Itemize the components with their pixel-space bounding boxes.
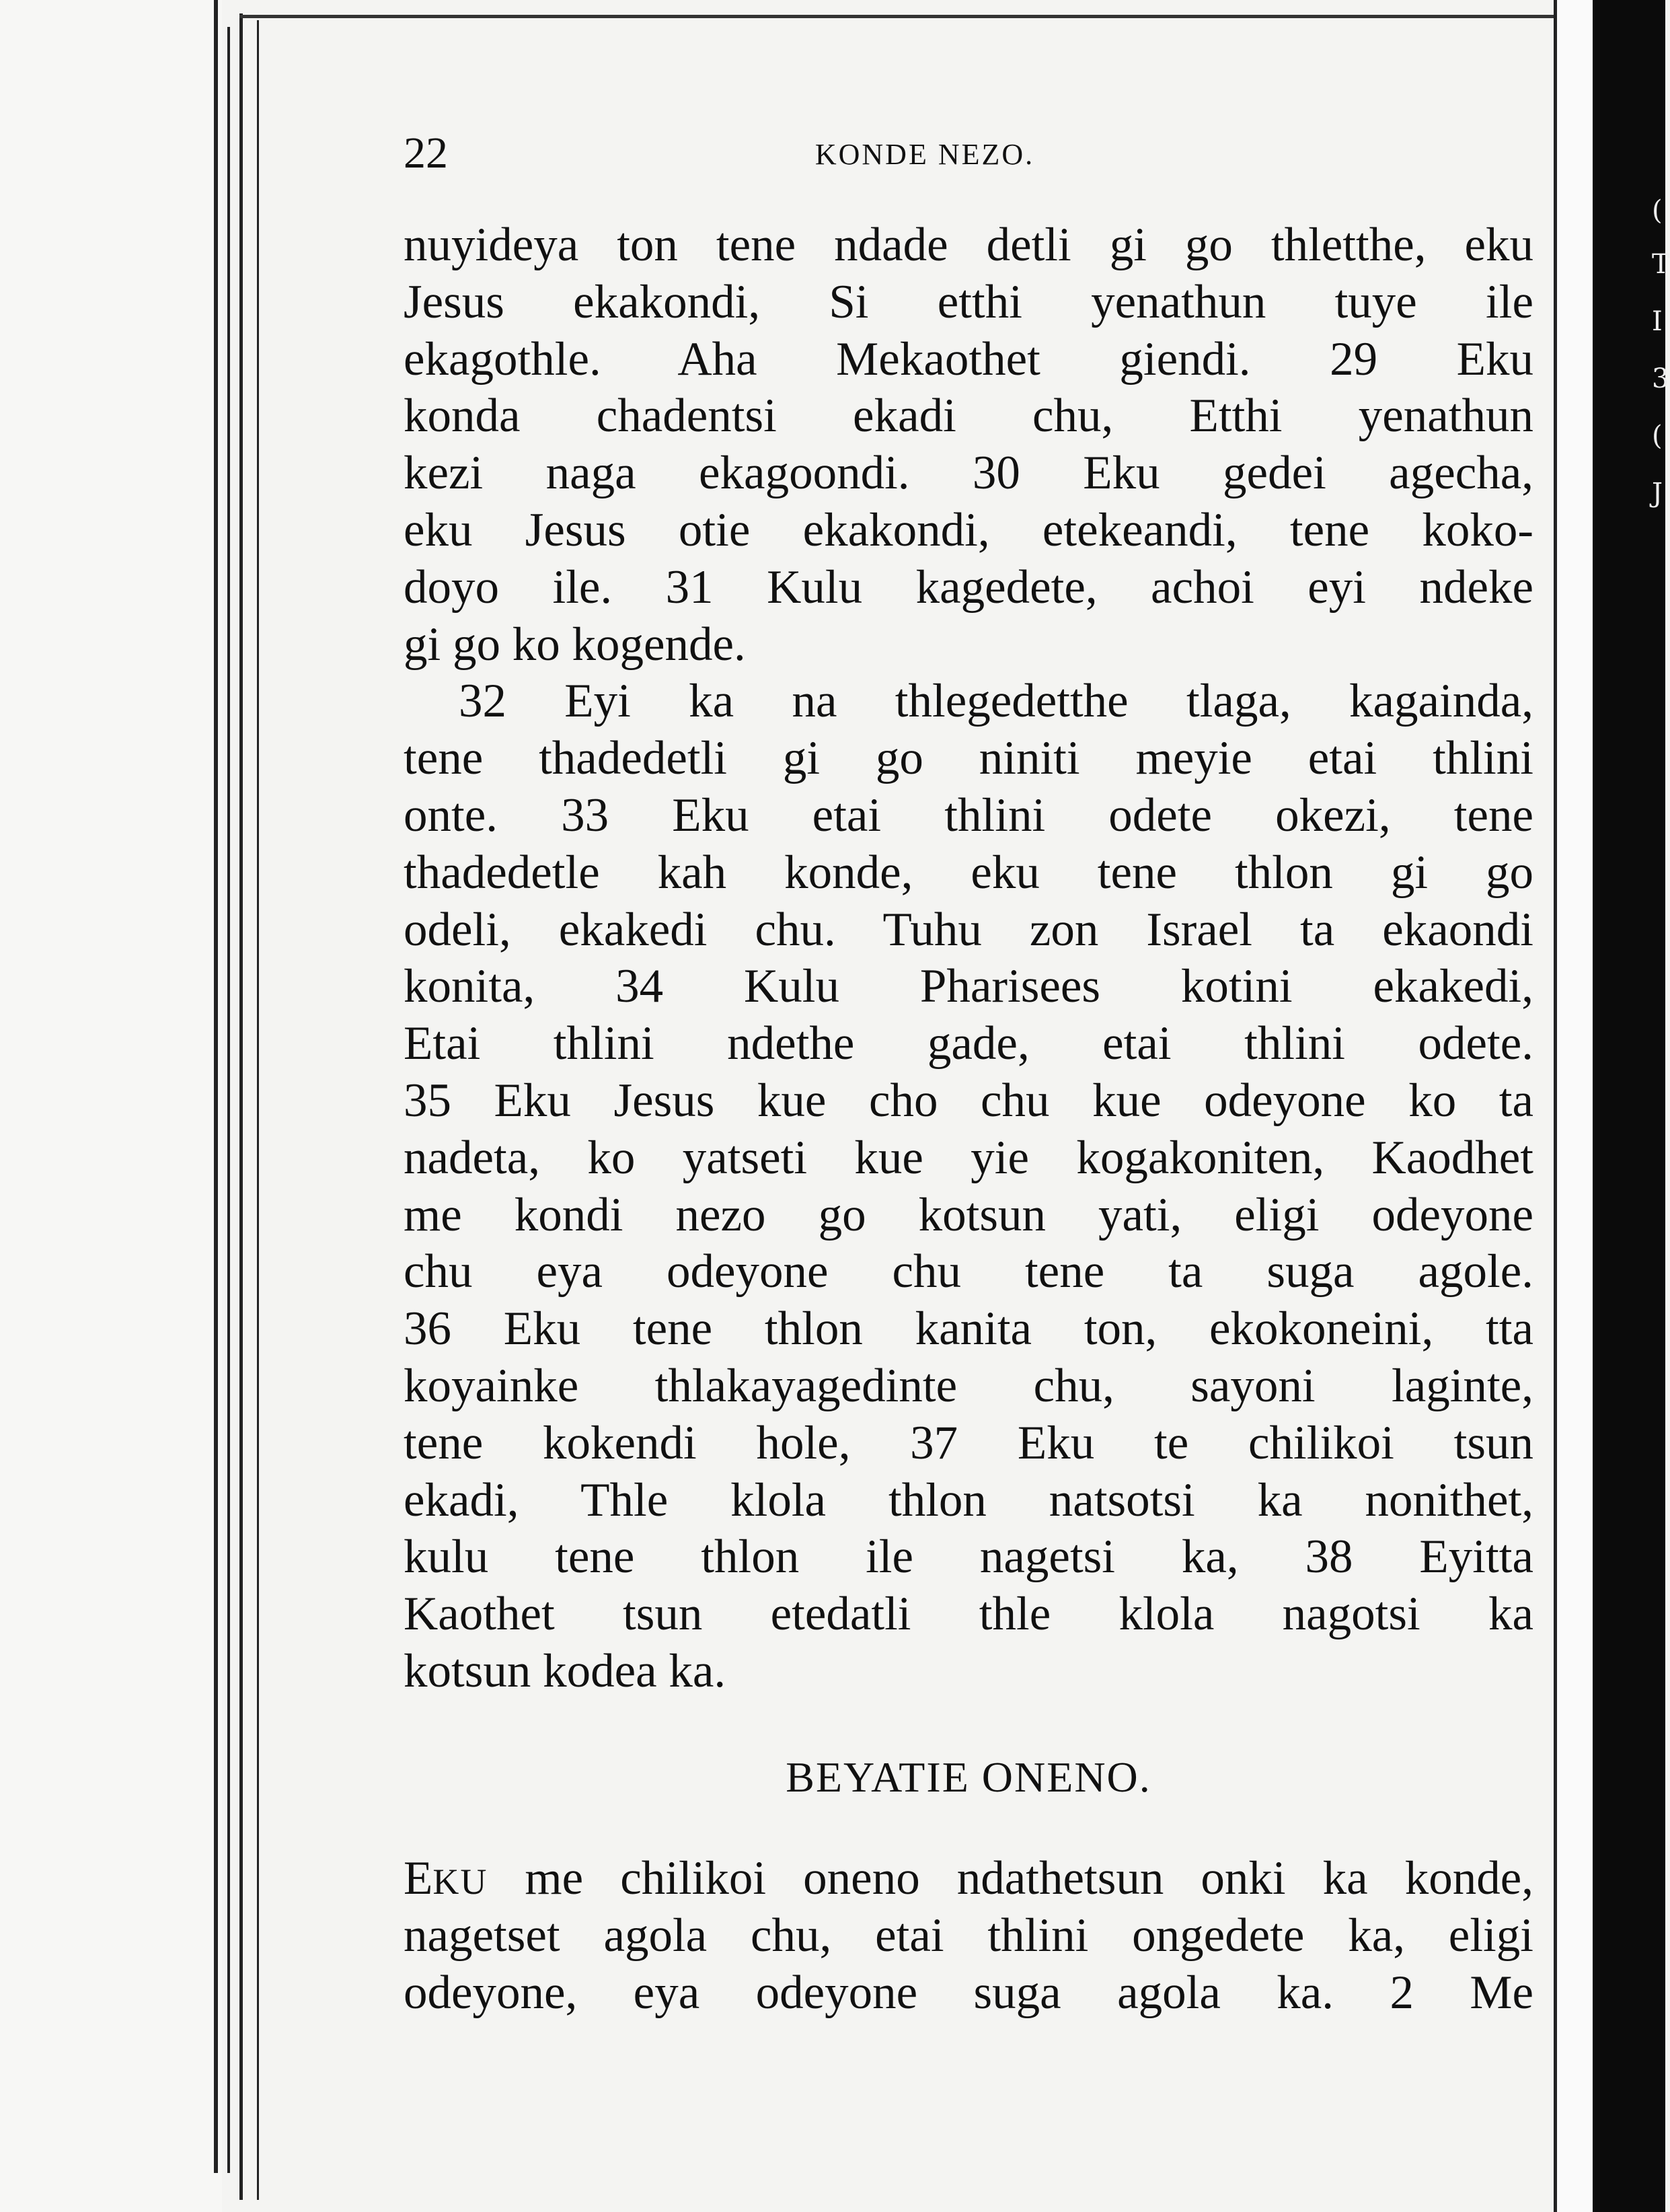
text-line: eku Jesus otie ekakondi, etekeandi, tene koko- — [404, 503, 1533, 556]
text-line: Etai thlini ndethe gade, etai thlini odete. — [404, 1017, 1533, 1070]
text-line: me kondi nezo go kotsun yati, eligi odeyone — [404, 1188, 1533, 1241]
text-line: 36 Eku tene thlon kanita ton, ekokoneini, tta — [404, 1302, 1533, 1356]
adjacent-page-fragment: I — [1652, 306, 1663, 337]
section-heading: BEYATIE ONENO. — [786, 1753, 1151, 1801]
page-edge-line — [227, 27, 230, 2173]
text-line: nadeta, ko yatseti kue yie kogakoniten, Kaodhet — [404, 1131, 1533, 1184]
text-line: doyo ile. 31 Kulu kagedete, achoi eyi ndeke — [404, 560, 1533, 614]
section-body-text — [404, 1850, 1533, 2021]
text-line-rest: me chilikoi oneno ndathetsun onki ka konde, — [488, 1852, 1533, 1905]
paragraph — [404, 217, 1533, 673]
text-line: kezi naga ekagoondi. 30 Eku gedei agecha, — [404, 447, 1533, 500]
text-line: ekagothle. Aha Mekaothet giendi. 29 Eku — [404, 332, 1533, 385]
page-edge-line — [239, 13, 243, 2200]
text-line: konda chadentsi ekadi chu, Etthi yenathun — [404, 390, 1533, 443]
adjacent-page-strip — [1554, 0, 1595, 2212]
scan-left-margin — [0, 0, 222, 2212]
drop-initial: E — [404, 1852, 433, 1905]
text-line: gi go ko kogende. — [404, 618, 746, 671]
adjacent-page-fragment: J — [1652, 478, 1663, 509]
text-line: thadedetle kah konde, eku tene thlon gi go — [404, 846, 1533, 899]
paragraph — [404, 673, 1533, 1699]
small-caps-word: KU — [432, 1861, 488, 1902]
adjacent-page-fragment: ( — [1652, 420, 1663, 451]
page-number: 22 — [404, 128, 448, 178]
text-line: odeli, ekakedi chu. Tuhu zon Israel ta ekaondi — [404, 903, 1533, 956]
text-line: tene thadedetli gi go niniti meyie etai thlini — [404, 732, 1533, 785]
running-head — [404, 128, 1446, 182]
adjacent-page-fragment: ( — [1652, 195, 1663, 226]
adjacent-page-fragment: 3 — [1652, 363, 1669, 394]
text-line: kotsun kodea ka. — [404, 1644, 726, 1697]
text-line: 32 Eyi ka na thlegedetthe tlaga, kagainda, — [459, 675, 1533, 728]
book-page — [262, 27, 1554, 2200]
page-edge-line — [214, 0, 218, 2173]
text-line: 35 Eku Jesus kue cho chu kue odeyone ko ta — [404, 1074, 1533, 1127]
text-line: kulu tene thlon ile nagetsi ka, 38 Eyitta — [404, 1531, 1533, 1584]
page-edge-line — [257, 20, 259, 2200]
text-line: tene kokendi hole, 37 Eku te chilikoi tsun — [404, 1416, 1533, 1469]
page-top-edge — [239, 15, 1578, 18]
body-text — [404, 217, 1533, 1700]
text-line: odeyone, eya odeyone suga agola ka. 2 Me — [404, 1966, 1533, 2019]
running-title: KONDE NEZO. — [814, 138, 1035, 171]
text-line: Jesus ekakondi, Si etthi yenathun tuye ile — [404, 275, 1533, 328]
text-line: onte. 33 Eku etai thlini odete okezi, tene — [404, 788, 1533, 842]
text-line: nagetset agola chu, etai thlini ongedete ka, eligi — [404, 1909, 1533, 1962]
text-line — [404, 1850, 1533, 1907]
text-line: ekadi, Thle klola thlon natsotsi ka nonithet, — [404, 1473, 1533, 1526]
text-line: Kaothet tsun etedatli thle klola nagotsi ka — [404, 1588, 1533, 1641]
text-line: konita, 34 Kulu Pharisees kotini ekakedi, — [404, 960, 1533, 1013]
text-line: koyainke thlakayagedinte chu, sayoni laginte, — [404, 1359, 1533, 1412]
adjacent-page-fragment: T — [1652, 249, 1670, 280]
text-line: nuyideya ton tene ndade detli gi go thletthe, eku — [404, 219, 1533, 271]
text-line: chu eya odeyone chu tene ta suga agole. — [404, 1245, 1533, 1298]
